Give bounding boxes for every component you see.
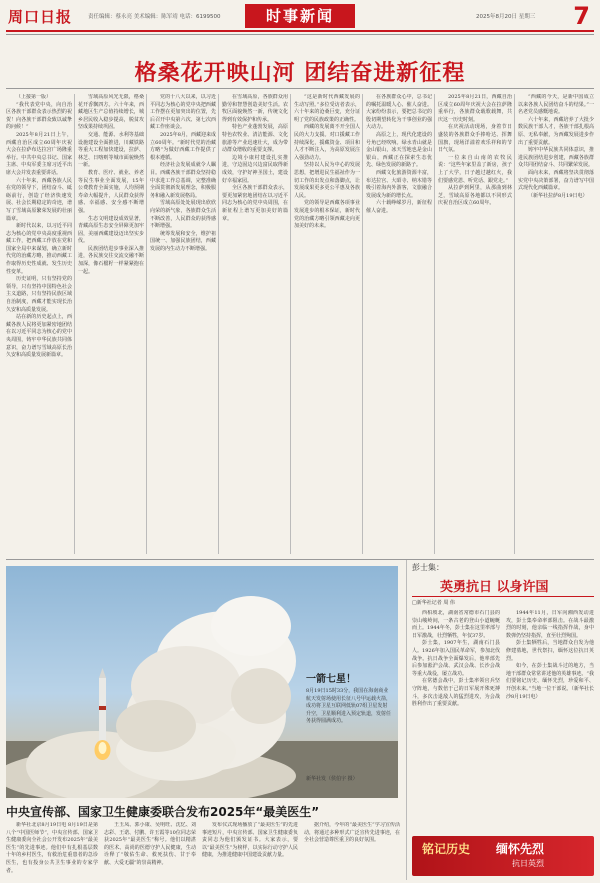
- column-divider: [362, 94, 363, 554]
- paragraph: 生态文明建设成效显著，青藏高原生态安全屏障更加牢固，美丽西藏建设迈出坚实步伐。: [78, 215, 144, 245]
- paragraph: 2025年8月，西藏迎来成立60周年。“新时代党的治藏方略”为做好西藏工作提供了根本遵循。: [150, 131, 216, 161]
- box-column-1: [412, 610, 500, 830]
- paragraph: 铸牢中华民族共同体意识，推进民族团结进步创建，西藏各族群众共同团结奋斗、共同繁荣发展。: [518, 147, 594, 169]
- column-divider: [218, 94, 219, 554]
- page-number: 7: [573, 2, 590, 30]
- article-column-1: [6, 94, 72, 554]
- article-column-8: [518, 94, 594, 554]
- column-divider: [146, 94, 147, 554]
- paragraph: 六十载峥嵘岁月，新征程催人奋进。: [366, 200, 432, 214]
- paragraph: 六十年来，西藏培养了大批少数民族干部人才，各族干部扎根高原、无私奉献，为西藏发展进步作出了重要贡献。: [518, 116, 594, 146]
- article-column-5: [294, 94, 360, 554]
- box-kicker: 彭士集：: [412, 563, 444, 572]
- paragraph: 2025年8月21日，西藏自治区成立60周年庆祝大会在拉萨隆重举行，各族群众载歌载舞，共庆这一历史时刻。: [438, 94, 512, 123]
- article-column-7: [438, 94, 512, 554]
- masthead-rule-thin: [6, 34, 594, 35]
- article-column-2: [78, 94, 144, 554]
- paragraph: 雪域高原处处展现出欣欣向荣的新气象，各族群众生活不断改善，人民群众的获得感不断增强。: [150, 200, 216, 230]
- paragraph: 党的领导是西藏各项事业发展进步的根本保证，新时代党的治藏方略引领西藏走向更加美好的未来。: [294, 200, 360, 230]
- issue-date: 2025年8月20日 星期三: [476, 14, 536, 20]
- paragraph: 面向未来，西藏将坚决贯彻落实党中央决策部署，奋力谱写中国式现代化西藏篇章。: [518, 169, 594, 192]
- secondary-column-4: [304, 822, 400, 880]
- box-title: 英勇抗日 以身许国: [440, 580, 549, 595]
- paragraph: 一位来自山南的农牧民说：“这些年家里盖了新房，孩子上了大学，日子越过越红火，我们要感党恩、听党话、跟党走。”: [438, 154, 512, 184]
- paragraph: 据介绍，今年的“最美医生”学习宣传活动，将通过多种形式广泛宣传先进事迹，在全社会营造尊医重卫的良好氛围。: [304, 822, 400, 844]
- column-divider: [434, 94, 435, 554]
- box-column-2: [506, 610, 594, 830]
- paragraph: 在庆祝活动现场，身着节日盛装的各族群众手捧哈达、挥舞国旗，现场洋溢着欢乐祥和的节日气氛。: [438, 124, 512, 154]
- paragraph: “西藏的今天，是新中国成立以来各族人民团结奋斗的结果。”一名老党员感慨地说。: [518, 94, 594, 116]
- paragraph: “我代表党中央，向自治区各族干部群众表示热烈的祝贺！向各族干部群众致以诚挚的问候！”: [6, 101, 72, 131]
- photo-caption: 8月19日15时33分，我国在海南商业航天发射场使用长征八号甲运载火箭，成功将卫星互联网低轨07组卫星发射升空，卫星顺利进入预定轨道，发射任务获得圆满成功。: [306, 688, 392, 724]
- paragraph: 新时代以来，以习近平同志为核心的党中央高度重视西藏工作，把西藏工作放在党和国家全局中来谋划，确立新时代党的治藏方略，推动西藏工作取得历史性成就、发生历史性变革。: [6, 223, 72, 275]
- paragraph: 2025年8月21日上午，西藏自治区成立60周年庆祝大会在拉萨布达拉宫广场隆重举行。中共中央总书记、国家主席、中央军委主席习近平出席大会并发表重要讲话。: [6, 131, 72, 176]
- box-rule: [412, 596, 594, 597]
- secondary-column-2: [104, 822, 196, 880]
- column-divider: [406, 560, 407, 880]
- banner-subtext: 抗日英烈: [512, 859, 544, 868]
- photo-title: 一箭七星！: [306, 674, 356, 685]
- secondary-column-3: [202, 822, 298, 880]
- column-divider: [514, 94, 515, 554]
- banner-text-2: 缅怀先烈: [496, 842, 545, 856]
- photo-credit: 新华社发（侯伯宇 摄）: [306, 776, 358, 782]
- newspaper-brand: 周口日报: [8, 8, 73, 26]
- paragraph: 民族团结进步事业深入推进，各民族交往交流交融不断加深，像石榴籽一样紧紧抱在一起。: [78, 245, 144, 275]
- secondary-column-1: [6, 822, 98, 880]
- paragraph: “这是新时代西藏发展的生动写照。”多位受访者表示，六十年来的沧桑巨变，充分证明了党的民族政策的正确性。: [294, 94, 360, 123]
- column-divider: [290, 94, 291, 554]
- paragraph: 彭士集，1907年生，湖南石门县人。1926年加入国民革命军，参加北伐战争。抗日战争全面爆发后，他率部先后参加淞沪会战、武汉会战、长沙会战等重大战役，屡立战功。: [412, 640, 500, 677]
- paragraph: 统筹发展和安全，维护祖国统一、加强民族团结，西藏发展的内生动力不断增强。: [150, 230, 216, 252]
- paragraph: 在各族群众心中，总书记的嘱托温暖人心、催人奋进。大家纷纷表示，要把总书记的殷切期望转化为干事创业的强大动力。: [366, 94, 432, 131]
- paragraph: 王玉凤、郭小康、吴明旺、沈忆、刘志彩、王诺、付鹏、许玉霞等10位同志荣获2025年“最美医生”称号。他们以精湛的医术、高尚的医德守护人民健康，生动诠释了“敬佑生命、救死扶伤、甘于奉献、大爱无疆”的崇高精神。: [104, 822, 196, 866]
- section-title: 时事新闻: [245, 4, 355, 28]
- paragraph: 雪域高原风光无限，格桑花开香飘四方。六十年来，西藏地区生产总值持续增长，城乡居民收入稳步提高，脱贫攻坚成果持续巩固。: [78, 94, 144, 131]
- paragraph: 党的十八大以来，以习近平同志为核心的党中央把西藏工作摆在更加突出的位置，先后召开中央第六次、第七次西藏工作座谈会。: [150, 94, 216, 131]
- paragraph: 全区各族干部群众表示，要更加紧密地团结在以习近平同志为核心的党中央周围，在新征程上谱写更加美好的篇章。: [222, 185, 288, 222]
- remembrance-banner: [412, 836, 594, 876]
- article-column-4: [222, 94, 288, 554]
- rocket-launch-photo: [6, 566, 398, 798]
- article-column-6: [366, 94, 432, 554]
- paragraph: 西藏的发展离不开全国人民的大力支援。对口援藏工作持续深化，援藏资金、项目和人才不断注入，为高原发展注入强劲动力。: [294, 124, 360, 161]
- paragraph: 坚持以人民为中心的发展思想，把增进民生福祉作为一切工作的出发点和落脚点，让发展成果更多更公平惠及各族人民。: [294, 162, 360, 199]
- paragraph: 西藏文化旅游资源丰富，布达拉宫、大昭寺、纳木错等吸引着海内外游客，文旅融合发展成为新的增长点。: [366, 169, 432, 199]
- banner-text-1: 铭记历史: [422, 842, 471, 856]
- paragraph: 1944年11月，日军向湘西发动进攻，彭士集奉命率部阻击。在战斗最激烈的时刻，他亲临一线指挥作战，身中数弹仍坚持指挥，直至壮烈殉国。: [506, 610, 594, 639]
- paragraph: 在常德会战中，彭士集率领官兵坚守阵地，与数倍于己的日军展开殊死搏斗，多次击退敌人的猛烈进攻，为会战胜利作出了重要贡献。: [412, 678, 500, 708]
- secondary-headline: 中央宣传部、国家卫生健康委联合发布2025年“最美医生”: [6, 805, 320, 819]
- paragraph: 站在新的历史起点上，西藏各族人民将更加紧密地团结在以习近平同志为核心的党中央周围，铸牢中华民族共同体意识，奋力谱写雪域高原长治久安和高质量发展新篇章。: [6, 314, 72, 359]
- headline-rule: [6, 88, 594, 89]
- paragraph: 西柏坡北，湖南省常德市石门县的崇山峻岭间，一条古老的登山小道蜿蜒而上。1944年冬，彭士集在这里率部与日军激战，壮烈牺牲，年仅37岁。: [412, 610, 500, 639]
- main-headline: 格桑花开映山河 团结奋进新征程: [134, 61, 466, 86]
- paragraph: 边境小康村建设扎实推进，守边固边兴边富民取得新成效，守护好神圣国土，建设好幸福家园。: [222, 154, 288, 184]
- masthead-rule: [6, 30, 594, 32]
- paragraph: 教育、医疗、就业、养老等民生事业全面发展，15年公费教育全面实施，人均预期寿命大幅提升，人民群众获得感、幸福感、安全感不断增强。: [78, 169, 144, 214]
- box-byline: □新华社记者 周 伟: [412, 600, 455, 606]
- dateline: （上接第一版）: [16, 94, 52, 100]
- paragraph: 经济社会发展成就令人瞩目。西藏各族干部群众坚持稳中求进工作总基调，完整准确全面贯彻新发展理念，积极服务和融入新发展格局。: [150, 162, 216, 199]
- paragraph: 交通、能源、水利等基础设施建设全面推进，川藏铁路等重大工程加快建设，拉萨、林芝、日喀则等城市面貌焕然一新。: [78, 131, 144, 169]
- paragraph: 特色产业蓬勃发展，高原特色农牧业、清洁能源、文化旅游等产业迅速壮大，成为带动群众增收的重要支撑。: [222, 124, 288, 154]
- paragraph: 发布仪式现场播放了“最美医生”的先进事迹短片，中央宣传部、国家卫生健康委负责同志为他们颁发证书。大家表示，要以“最美医生”为榜样，以实际行动守护人民健康，为推进健康中国建设贡献力量。: [202, 822, 298, 859]
- paragraph: 六十年来，西藏各族人民在党的领导下，团结奋斗、砥砺前行，创造了经济快速发展、社会长期稳定的奇迹，谱写了雪域高原繁荣发展的壮丽篇章。: [6, 177, 72, 222]
- paragraph: （新华社拉萨8月19日电）: [528, 192, 588, 199]
- paragraph: 高原之上，现代化建设的号角已经吹响。绿水青山就是金山银山，冰天雪地也是金山银山，西藏正在探索生态优先、绿色发展的新路子。: [366, 131, 432, 169]
- paragraph: 新华社北京8月19日电 8月19日是第八个“中国医师节”，中央宣传部、国家卫生健康委向全社会公开发布2025年“最美医生”的先进事迹。他们中有扎根基层数十年的乡村医生，有救治危重患者的急诊医生，也有投身公共卫生事业的专家学者。: [6, 822, 98, 874]
- editor-credits: 责任编辑：蔡永亮 美术编辑：陈军靖 电话：6199500: [88, 14, 221, 20]
- paragraph: 如今，在彭士集战斗过的地方，当地干部群众常常讲述他的英雄事迹。“我们要铭记历史、缅怀先烈，珍爱和平、开创未来。”当地一位干部说。（新华社长沙8月19日电）: [506, 663, 594, 700]
- article-column-3: [150, 94, 216, 554]
- paragraph: 历史证明，只有坚持党的领导，只有坚持中国特色社会主义道路，只有坚持民族区域自治制度，西藏才能实现长治久安和高质量发展。: [6, 276, 72, 313]
- section-rule: [6, 559, 594, 560]
- paragraph: 彭士集牺牲后，当地群众自发为他修建墓地，世代祭扫，缅怀这位抗日英烈。: [506, 640, 594, 662]
- column-divider: [74, 94, 75, 554]
- paragraph: 在雪域高原，各族群众用勤劳和智慧创造美好生活。农牧区面貌焕然一新，传统文化得到有效保护和传承。: [222, 94, 288, 123]
- paragraph: 从拉萨到阿里，从那曲到林芝，雪域高原各地都以不同形式庆祝自治区成立60周年。: [438, 185, 512, 207]
